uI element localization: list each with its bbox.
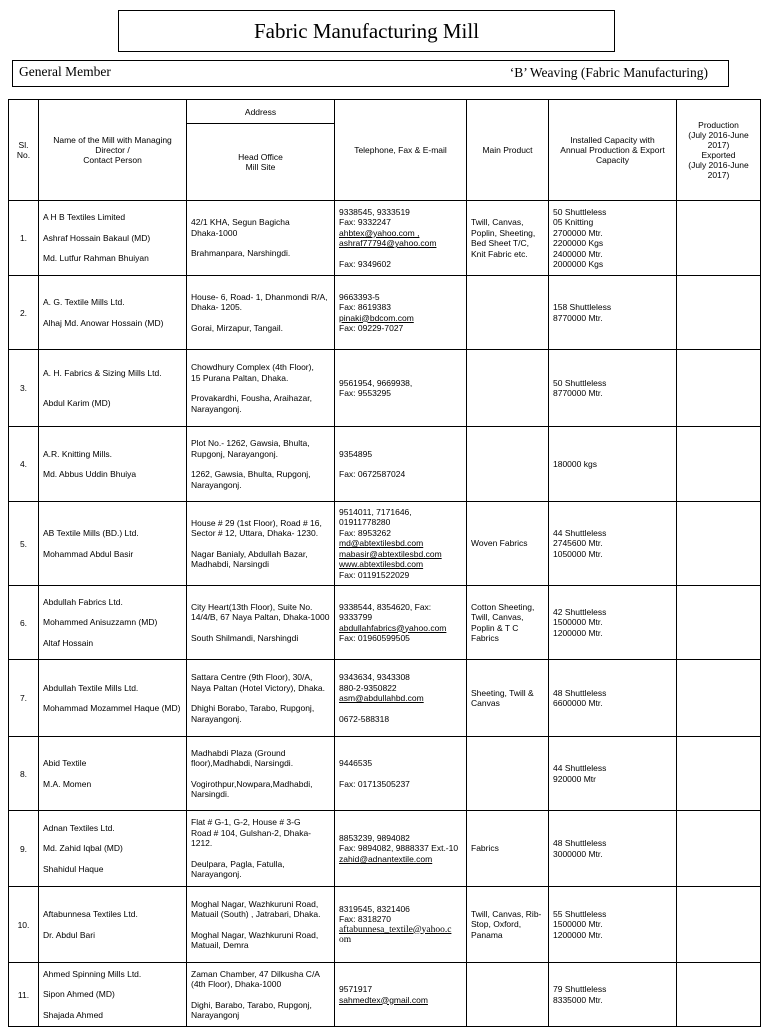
capacity-cell [549,201,677,276]
address-cell [187,811,335,887]
mill-name-block [39,528,186,559]
capacity-text: 50 Shuttleless 8770000 Mtr. [553,377,607,398]
mill-name-block [39,758,186,789]
serial-cell: 7. [9,660,39,737]
address-block [187,292,334,334]
mill-site-address: Nagar Banialy, Abdullah Bazar, Madhabdi, Narsingdi [191,548,308,569]
email-link[interactable]: md@abtextilesbd.com [339,538,424,549]
capacity-cell [549,811,677,887]
contact-block [335,984,466,1005]
email-link[interactable]: asm@abdullahbd.com [339,693,424,703]
capacity-cell [549,427,677,502]
contact-line: Fax: 9553295 [339,388,391,398]
main-product-text: Twill, Canvas, Rib- Stop, Oxford, Panama [471,908,542,940]
head-office-address: City Heart(13th Floor), Suite No. 14/4/B, 67 Naya Paltan, Dhaka-1000 [191,601,330,623]
address-cell [187,427,335,502]
mill-directory-table [8,99,761,1027]
address-spacer [191,623,330,633]
capacity-text: 55 Shuttleless 1500000 Mtr. 1200000 Mtr. [553,908,607,940]
email-link[interactable]: zahid@adnantextile.com [339,853,433,864]
email-link[interactable]: www.abtextilesbd.com [339,559,424,570]
capacity-text: 50 Shuttleless 05 Knitting 2700000 Mtr. 2200000 Kgs 2400000 Mtr. 2000000 Kgs [553,206,607,269]
mill-name-line: Alhaj Md. Anowar Hossain (MD) [43,317,164,328]
address-block [187,817,334,880]
mill-name-line: A H B Textiles Limited [43,212,126,223]
main-product-cell [467,963,549,1027]
capacity-text: 48 Shuttleless 3000000 Mtr. [553,838,607,859]
contact-cell [335,201,467,276]
production-cell [677,276,761,350]
member-category-bar [12,60,729,87]
mill-name-spacer [43,378,182,388]
contact-line: Fax: 9894082, 9888337 Ext.-10 [339,843,459,854]
capacity-text: 42 Shuttleless 1500000 Mtr. 1200000 Mtr. [553,606,607,638]
header-production: Production (July 2016-June 2017) Exported (July 2016-June 2017) [677,100,761,201]
address-cell [187,201,335,276]
mill-site-address: 1262, Gawsia, Bhulta, Rupgonj, Narayangonj. [191,469,311,490]
contact-line: Fax: 01960599505 [339,633,410,643]
contact-spacer [339,769,462,779]
serial-cell: 8. [9,737,39,811]
mill-name-line: Ahmed Spinning Mills Ltd. [43,968,142,979]
address-spacer [191,238,330,248]
contact-block [335,292,466,334]
address-block [187,969,334,1021]
production-cell [677,350,761,427]
capacity-text: 44 Shuttleless 920000 Mtr [553,763,607,784]
address-spacer [191,313,330,323]
capacity-cell [549,963,677,1027]
mill-name-line: Mohammad Mozammel Haque (MD) [43,703,181,713]
mill-name-line: A. G. Textile Mills Ltd. [43,297,125,307]
contact-line: Fax: 0672587024 [339,469,406,479]
table-row [9,887,761,963]
contact-line: Fax: 8953262 [339,527,391,538]
address-cell [187,350,335,427]
serial-cell: 5. [9,502,39,586]
contact-line: Fax: 9332247 [339,217,391,228]
mill-name-cell [39,427,187,502]
contact-spacer [339,704,462,714]
table-row [9,350,761,427]
mill-name-line: Dr. Abdul Bari [43,929,95,940]
table-row [9,811,761,887]
address-spacer [191,383,330,393]
mill-name-spacer [43,833,182,843]
contact-block [335,507,466,581]
capacity-text: 180000 kgs [553,458,597,469]
mill-name-block [39,368,186,409]
header-main-product: Main Product [467,100,549,201]
header-mill-name: Name of the Mill with Managing Director / Contact Person [39,100,187,201]
address-cell [187,276,335,350]
head-office-address: Moghal Nagar, Wazhkuruni Road, Matuail (South) , Jatrabari, Dhaka. [191,898,321,919]
contact-cell [335,350,467,427]
serial-cell: 6. [9,586,39,660]
mill-name-line: Mohammed Anisuzzamn (MD) [43,617,158,628]
mill-site-address: Dhighi Borabo, Tarabo, Rupgonj, Narayangonj. [191,703,315,724]
head-office-address: House- 6, Road- 1, Dhanmondi R/A, Dhaka- 1205. [191,291,328,313]
capacity-cell [549,586,677,660]
table-row [9,586,761,660]
email-link[interactable]: aftabunnesa_textile@yahoo.c [339,924,452,935]
contact-cell [335,963,467,1027]
main-product-cell [467,502,549,586]
mill-name-block [39,297,186,328]
contact-line: 9561954, 9669938, [339,377,413,388]
contact-line: Fax: 8619383 [339,302,391,312]
mill-name-line: Altaf Hossain [43,637,94,648]
address-spacer [191,849,330,859]
mill-name-cell [39,350,187,427]
contact-cell [335,887,467,963]
member-type-label: General Member [19,64,111,79]
address-spacer [191,769,330,779]
contact-line: 01911778280 [339,517,391,528]
contact-line: 9343634, 9343308 [339,672,410,682]
main-product-cell [467,887,549,963]
mill-name-cell [39,811,187,887]
contact-cell [335,737,467,811]
head-office-address: Sattara Centre (9th Floor), 30/A, Naya Paltan (Hotel Victory), Dhaka. [191,672,326,693]
mill-name-spacer [43,854,182,864]
main-product-cell [467,201,549,276]
mill-name-spacer [43,308,182,318]
serial-cell: 3. [9,350,39,427]
mill-name-spacer [43,1000,182,1010]
mill-name-line: Md. Abbus Uddin Bhuiya [43,469,137,479]
capacity-text: 79 Shuttleless 8335000 Mtr. [553,984,607,1005]
contact-line: om [339,935,352,945]
mill-site-address: Provakardhi, Fousha, Araihazar, Narayangonj. [191,393,312,414]
address-block [187,602,334,644]
serial-cell: 1. [9,201,39,276]
mill-name-line: Ashraf Hossain Bakaul (MD) [43,232,151,243]
table-row [9,660,761,737]
head-office-address: Madhabdi Plaza (Ground floor),Madhabdi, Narsingdi. [191,747,294,768]
mill-name-line: M.A. Momen [43,778,92,789]
mill-name-line: Abdullah Textile Mills Ltd. [43,682,139,693]
address-block [187,217,334,259]
table-row [9,737,761,811]
contact-line: 9514011, 7171646, [339,506,412,517]
address-block [187,748,334,800]
mill-name-block [39,909,186,940]
mill-name-cell [39,586,187,660]
mill-name-block [39,212,186,264]
mill-name-spacer [43,693,182,703]
contact-cell [335,276,467,350]
mill-name-line: Adnan Textiles Ltd. [43,822,115,833]
mill-name-spacer [43,979,182,989]
head-office-address: Chowdhury Complex (4th Floor), 15 Purana Paltan, Dhaka. [191,362,314,383]
contact-block [335,207,466,270]
production-cell [677,201,761,276]
main-product-cell [467,427,549,502]
mill-name-spacer [43,223,182,233]
mill-name-line: Aftabunnesa Textiles Ltd. [43,909,138,919]
serial-cell: 9. [9,811,39,887]
contact-spacer [339,249,462,259]
main-product-text: Woven Fabrics [471,538,528,549]
mill-name-line: Sipon Ahmed (MD) [43,989,115,1000]
address-block [187,899,334,951]
header-address-sub: Head Office Mill Site [187,124,335,201]
mill-name-spacer [43,243,182,253]
email-link[interactable]: abdullahfabrics@yahoo.com [339,622,447,633]
email-link[interactable]: sahmedtex@gmail.com [339,994,428,1005]
mill-name-spacer [43,539,182,549]
address-cell [187,502,335,586]
mill-name-cell [39,201,187,276]
capacity-cell [549,660,677,737]
address-spacer [191,459,330,469]
contact-block [335,672,466,724]
production-cell [677,887,761,963]
mill-name-line: Abdul Karim (MD) [43,398,111,408]
mill-site-address: Gorai, Mirzapur, Tangail. [191,322,283,333]
head-office-address: Plot No.- 1262, Gawsia, Bhulta, Rupgonj, Narayangonj. [191,438,310,459]
serial-cell: 4. [9,427,39,502]
main-product-text: Sheeting, Twill & Canvas [471,687,534,708]
contact-line: 9338544, 8354620, Fax: [339,601,432,612]
mill-name-cell [39,887,187,963]
table-row [9,276,761,350]
address-cell [187,963,335,1027]
production-cell [677,502,761,586]
capacity-text: 48 Shuttleless 6600000 Mtr. [553,687,607,708]
mill-name-cell [39,963,187,1027]
mill-site-address: South Shilmandi, Narshingdi [191,632,299,643]
contact-line: 9338545, 9333519 [339,206,410,217]
contact-block [335,602,466,644]
mill-name-line: Md. Zahid Iqbal (MD) [43,843,123,854]
head-office-address: 42/1 KHA, Segun Bagicha Dhaka-1000 [191,217,290,238]
contact-block [335,449,466,480]
contact-spacer [339,459,462,469]
mill-site-address: Moghal Nagar, Wazhkuruni Road, Matuail, Demra [191,929,319,950]
email-link[interactable]: pinaki@bdcom.com [339,312,414,323]
header-contact: Telephone, Fax & E-mail [335,100,467,201]
main-product-text: Fabrics [471,843,499,854]
main-product-cell [467,660,549,737]
mill-name-spacer [43,388,182,398]
header-capacity: Installed Capacity with Annual Production & Export Capacity [549,100,677,201]
mill-name-line: A.R. Knitting Mills. [43,448,112,459]
main-product-cell [467,350,549,427]
head-office-address: Zaman Chamber, 47 Dilkusha C/A (4th Floor), Dhaka-1000 [191,968,320,989]
head-office-address: House # 29 (1st Floor), Road # 16, Sector # 12, Uttara, Dhaka- 1230. [191,517,322,538]
mill-name-spacer [43,459,182,469]
category-label: ‘B’ Weaving (Fabric Manufacturing) [509,65,708,80]
mill-site-address: Brahmanpara, Narshingdi. [191,248,291,259]
main-product-cell [467,276,549,350]
mill-name-spacer [43,628,182,638]
address-block [187,518,334,570]
main-product-text: Cotton Sheeting, Twill, Canvas, Poplin & T C Fabrics [471,601,535,643]
capacity-cell [549,737,677,811]
address-block [187,438,334,490]
mill-name-block [39,969,186,1021]
mill-name-cell [39,737,187,811]
table-row [9,502,761,586]
contact-block [335,833,466,865]
contact-cell [335,502,467,586]
main-product-cell [467,586,549,660]
mill-name-spacer [43,769,182,779]
mill-name-line: A. H. Fabrics & Sizing Mills Ltd. [43,367,162,378]
mill-name-spacer [43,920,182,930]
capacity-cell [549,502,677,586]
mill-site-address: Deulpara, Pagla, Fatulla, Narayangonj. [191,858,285,880]
contact-block [335,758,466,789]
mill-name-block [39,449,186,480]
mill-name-line: Abdullah Fabrics Ltd. [43,596,123,607]
contact-line: Fax: 9349602 [339,258,391,269]
serial-cell: 2. [9,276,39,350]
contact-cell [335,586,467,660]
address-spacer [191,539,330,549]
document-title: Fabric Manufacturing Mill [118,10,615,52]
capacity-cell [549,350,677,427]
production-cell [677,660,761,737]
contact-line: 9446535 [339,758,373,768]
address-block [187,672,334,724]
contact-line: 880-2-9350822 [339,682,397,693]
contact-line: Fax: 8318270 [339,914,391,924]
address-cell [187,737,335,811]
address-block [187,362,334,414]
serial-cell: 10. [9,887,39,963]
mill-name-cell [39,660,187,737]
contact-line: Fax: 09229-7027 [339,323,404,333]
mill-name-block [39,597,186,649]
table-row [9,427,761,502]
mill-name-line: Mohammad Abdul Basir [43,548,134,559]
email-link[interactable]: mabasir@abtextilesbd.com [339,548,442,559]
contact-line: 0672-588318 [339,713,390,724]
production-cell [677,427,761,502]
address-cell [187,586,335,660]
capacity-text: 44 Shuttleless 2745600 Mtr. 1050000 Mtr. [553,527,607,559]
mill-name-cell [39,276,187,350]
mill-name-block [39,683,186,714]
capacity-cell [549,276,677,350]
contact-line: 9354895 [339,448,373,459]
contact-line: 9663393-5 [339,291,380,302]
mill-name-line: Abid Textile [43,758,87,768]
production-cell [677,586,761,660]
table-row [9,963,761,1027]
contact-block [335,378,466,399]
serial-cell: 11. [9,963,39,1027]
contact-block [335,904,466,946]
main-product-text: Twill, Canvas, Poplin, Sheeting, Bed Sheet T/C, Knit Fabric etc. [471,217,536,259]
email-link[interactable]: ahbtex@yahoo.com , [339,227,420,238]
mill-name-line: AB Textile Mills (BD.) Ltd. [43,528,139,538]
main-product-cell [467,811,549,887]
contact-line: 8319545, 8321406 [339,903,410,914]
contact-line: 8853239, 9894082 [339,832,410,843]
header-address: Address [187,100,335,124]
contact-cell [335,811,467,887]
contact-line: Fax: 01713505237 [339,778,410,789]
header-serial-no: Sl. No. [9,100,39,201]
mill-name-spacer [43,607,182,617]
contact-cell [335,660,467,737]
mill-name-line: Md. Lutfur Rahman Bhuiyan [43,253,149,264]
address-cell [187,887,335,963]
contact-cell [335,427,467,502]
mill-name-block [39,823,186,875]
contact-line: Fax: 01191522029 [339,569,410,580]
address-spacer [191,693,330,703]
head-office-address: Flat # G-1, G-2, House # 3-G Road # 104, Gulshan-2, Dhaka- 1212. [191,817,312,849]
mill-name-line: Shahidul Haque [43,863,104,874]
production-cell [677,811,761,887]
email-link[interactable]: ashraf77794@yahoo.com [339,238,437,249]
table-row [9,201,761,276]
capacity-text: 158 Shuttleless 8770000 Mtr. [553,302,612,323]
capacity-cell [549,887,677,963]
mill-site-address: Vogirothpur,Nowpara,Madhabdi, Narsingdi. [191,778,313,799]
contact-line: 9333799 [339,612,373,622]
address-spacer [191,920,330,930]
mill-name-line: Shajada Ahmed [43,1009,104,1020]
address-spacer [191,990,330,1000]
production-cell [677,737,761,811]
production-cell [677,963,761,1027]
contact-line: 9571917 [339,984,373,994]
main-product-cell [467,737,549,811]
mill-site-address: Dighi, Barabo, Tarabo, Rupgonj, Narayangonj [191,999,312,1020]
address-cell [187,660,335,737]
mill-name-cell [39,502,187,586]
